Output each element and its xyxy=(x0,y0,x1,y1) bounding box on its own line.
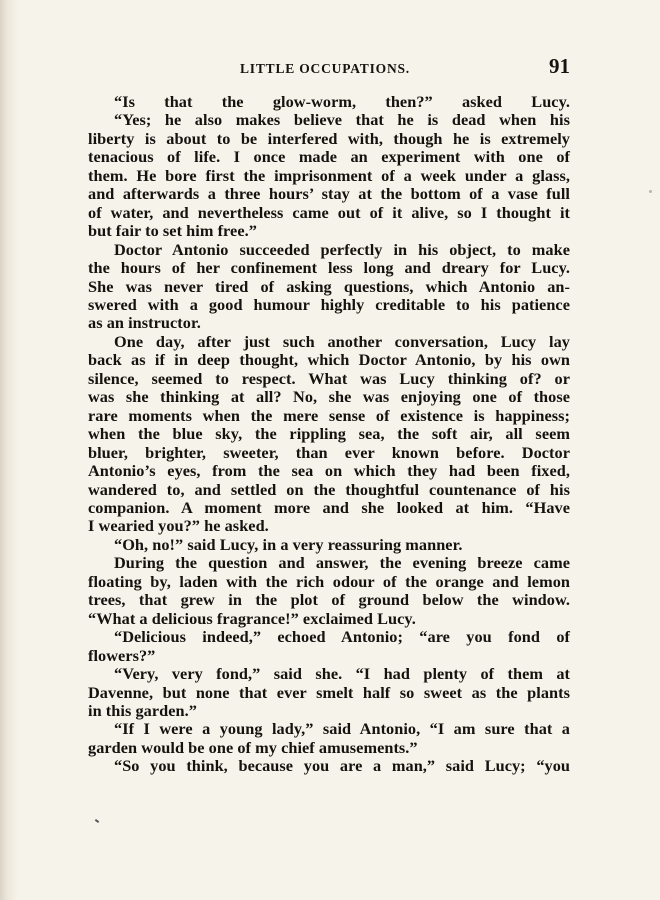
text-line: in this garden.” xyxy=(88,700,197,720)
text-line: swered with a good humour highly creditable to his patience xyxy=(88,294,570,314)
text-line: floating by, laden with the rich odour of the orange and lemon xyxy=(88,571,570,591)
text-line: I wearied you?” he asked. xyxy=(88,516,269,536)
running-title: LITTLE OCCUPATIONS. xyxy=(240,61,410,76)
text-line: “So you think, because you are a man,” said Lucy; “you xyxy=(114,756,570,776)
text-line: back as if in deep thought, which Doctor Antonio, by his own xyxy=(88,350,570,370)
text-line: garden would be one of my chief amusements.” xyxy=(88,737,418,757)
text-line: “Yes; he also makes believe that he is dead when his xyxy=(114,110,570,130)
text-line: Davenne, but none that ever smelt half so sweet as the plants xyxy=(88,682,570,702)
text-line: was she thinking at all? No, she was enjoying one of those xyxy=(88,387,570,407)
text-line: of water, and nevertheless came out of it alive, so I thought it xyxy=(88,202,570,222)
ink-mark xyxy=(95,819,99,823)
text-line: Doctor Antonio succeeded perfectly in his object, to make xyxy=(114,239,570,259)
text-line: “Delicious indeed,” echoed Antonio; “are you fond of xyxy=(114,627,570,647)
text-line: “If I were a young lady,” said Antonio, “I am sure that a xyxy=(114,719,570,739)
text-line: rare moments when the mere sense of existence is happiness; xyxy=(88,405,570,425)
text-line: trees, that grew in the plot of ground below the window. xyxy=(88,590,570,610)
text-line: bluer, brighter, sweeter, than ever known before. Doctor xyxy=(88,442,570,462)
text-line: the hours of her confinement less long and dreary for Lucy. xyxy=(88,258,570,278)
text-line: “What a delicious fragrance!” exclaimed Lucy. xyxy=(88,608,416,628)
text-line: as an instructor. xyxy=(88,313,201,333)
page-edge-shadow xyxy=(0,0,18,900)
paper-speck xyxy=(649,190,652,193)
text-line: companion. A moment more and she looked at him. “Have xyxy=(88,497,570,517)
text-line: them. He bore first the imprisonment of a week under a glass, xyxy=(88,165,570,185)
text-line: One day, after just such another conversation, Lucy lay xyxy=(114,331,570,351)
text-line: flowers?” xyxy=(88,645,156,665)
text-line: wandered to, and settled on the thoughtful countenance of his xyxy=(88,479,570,499)
text-line: “Oh, no!” said Lucy, in a very reassuring manner. xyxy=(114,534,463,554)
text-line: Antonio’s eyes, from the sea on which they had been fixed, xyxy=(88,461,570,481)
text-line: when the blue sky, the rippling sea, the soft air, all seem xyxy=(88,424,570,444)
text-line: During the question and answer, the evening breeze came xyxy=(114,553,570,573)
text-line: “Is that the glow-worm, then?” asked Lucy. xyxy=(114,92,570,111)
page-header xyxy=(88,54,576,84)
text-line: silence, seemed to respect. What was Lucy thinking of? or xyxy=(88,368,570,388)
text-line: tenacious of life. I once made an experiment with one of xyxy=(88,147,570,167)
body-text xyxy=(88,93,570,776)
text-line: “Very, very fond,” said she. “I had plenty of them at xyxy=(114,664,570,684)
text-line: liberty is about to be interfered with, though he is extremely xyxy=(88,128,570,148)
text-line: She was never tired of asking questions, which Antonio an- xyxy=(88,276,570,296)
text-line: and afterwards a three hours’ stay at the bottom of a vase full xyxy=(88,184,570,204)
page-number: 91 xyxy=(549,54,570,78)
text-line: but fair to set him free.” xyxy=(88,221,257,241)
